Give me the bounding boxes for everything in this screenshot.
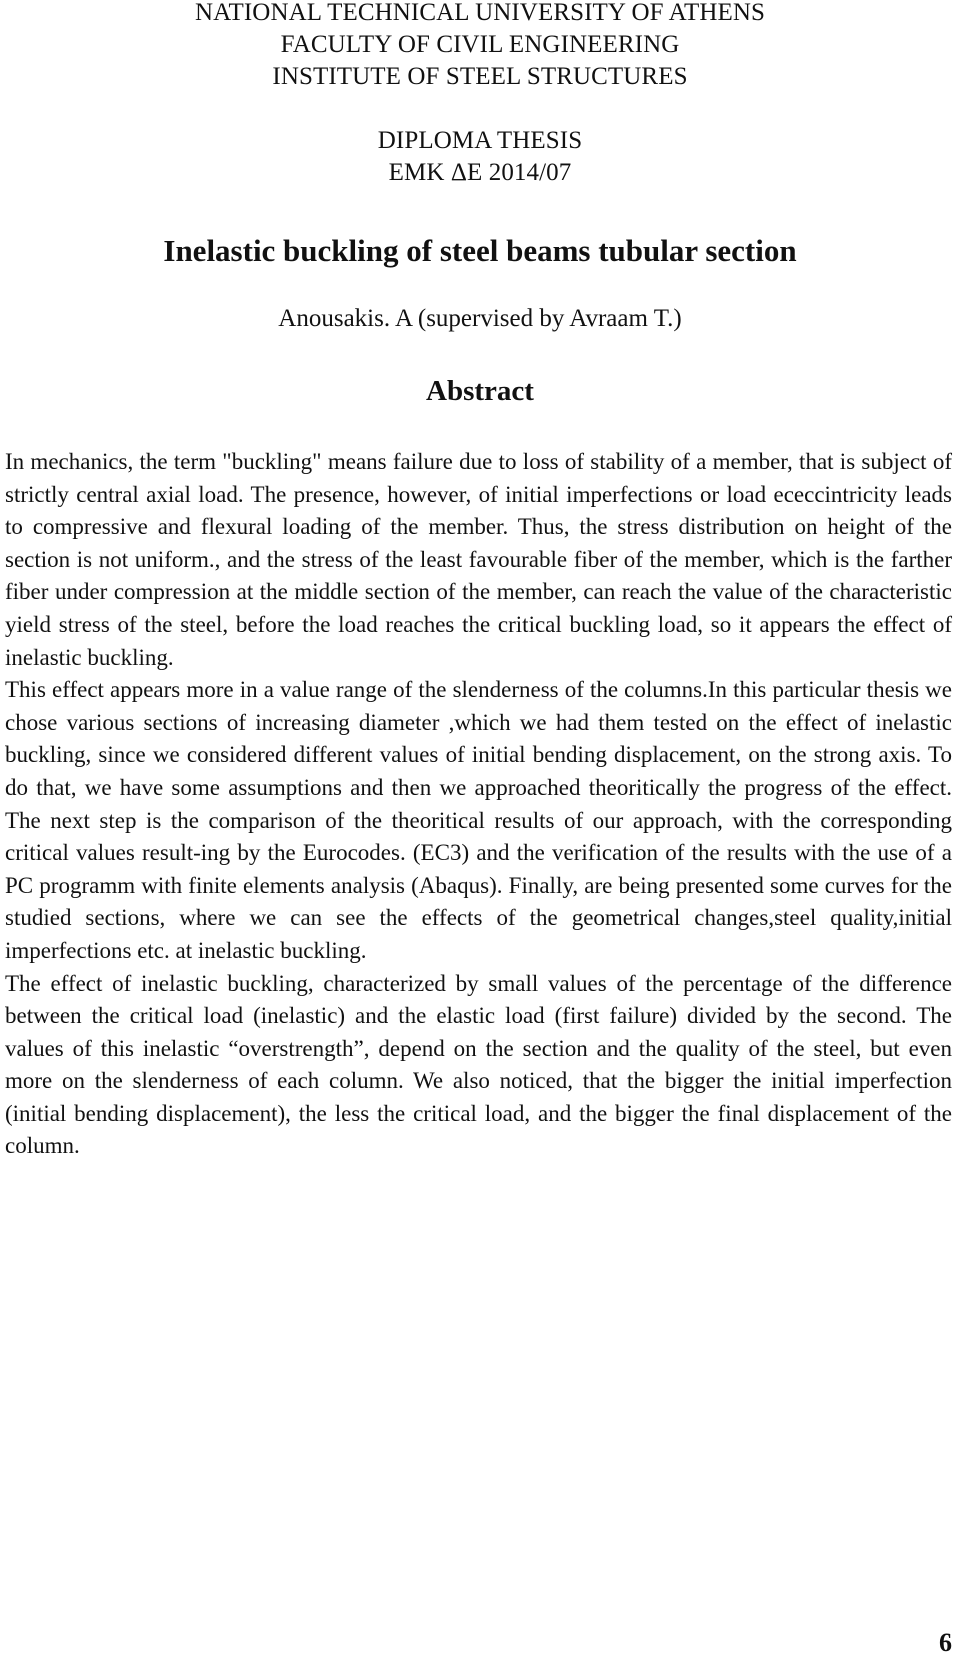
faculty-name: FACULTY OF CIVIL ENGINEERING <box>280 31 680 58</box>
abstract-paragraph: In mechanics, the term "buckling" means failure due to loss of stability of a member, that is subject of strictly central axial load. The presence, however, of initial imperfections or load ececcintricity leads to compressive and flexural loading of the member. Thus, the stress distribution on height of the section is not uniform., and the stress of the least favourable fiber of the member, which is the farther fiber under compression at the middle section of the member, can reach the value of the characteristic yield stress of the steel, before the load reaches the critical buckling load, so it appears the effect of inelastic buckling. <box>5 449 952 670</box>
thesis-code: EMK ΔE 2014/07 <box>388 159 572 186</box>
abstract-paragraph: This effect appears more in a value range of the slenderness of the columns.In this particular thesis we chose various sections of increasing diameter ,which we had them tested on the effect of inelastic buckling, since we considered different values of initial bending displacement, on the strong axis. To do that, we have some assumptions and then we approached theoritically the progress of the effect. The next step is the comparison of the theoritical results of our approach, with the corresponding critical values result-ing by the Eurocodes. (EC3) and the verification of the results with the use of a PC programm with finite elements analysis (Abaqus). Finally, are being presented some curves for the studied sections, where we can see the effects of the geometrical changes,steel quality,initial imperfections etc. at inelastic buckling. <box>5 677 952 963</box>
abstract-paragraph: The effect of inelastic buckling, characterized by small values of the percentage of the difference between the critical load (inelastic) and the elastic load (first failure) divided by the second. The values of this inelastic “overstrength”, depend on the section and the quality of the steel, but even more on the slenderness of each column. We also noticed, that the bigger the initial imperfection (initial bending displacement), the less the critical load, and the bigger the final displacement of the column. <box>5 970 952 1159</box>
abstract-body <box>5 446 952 1163</box>
author-line: Anousakis. A (supervised by Avraam T.) <box>278 305 682 332</box>
institute-name: INSTITUTE OF STEEL STRUCTURES <box>272 63 688 90</box>
page-number: 6 <box>939 1628 952 1657</box>
abstract-heading: Abstract <box>426 375 534 407</box>
thesis-title: Inelastic buckling of steel beams tubular section <box>163 233 797 268</box>
university-name: NATIONAL TECHNICAL UNIVERSITY OF ATHENS <box>194 0 766 26</box>
document-type: DIPLOMA THESIS <box>377 127 583 154</box>
